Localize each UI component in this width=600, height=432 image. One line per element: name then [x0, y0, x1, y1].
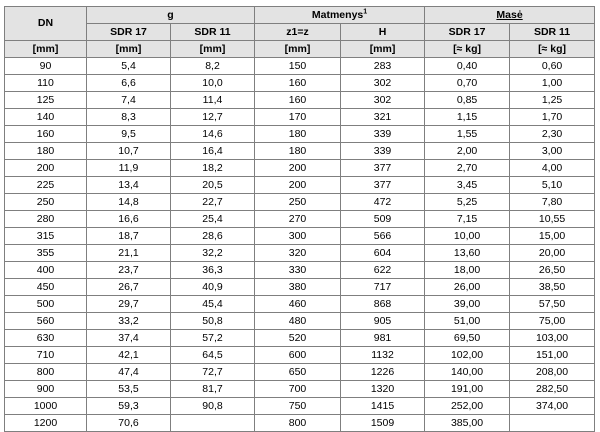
cell-z1: 380: [255, 279, 341, 296]
cell-dn: 225: [5, 177, 87, 194]
cell-g-sdr11: 14,6: [171, 126, 255, 143]
cell-dn: 560: [5, 313, 87, 330]
cell-g-sdr11: 16,4: [171, 143, 255, 160]
table-row: [5, 228, 595, 245]
cell-g-sdr17: 9,5: [87, 126, 171, 143]
cell-mase-sdr11: 7,80: [510, 194, 595, 211]
cell-dn: 710: [5, 347, 87, 364]
cell-g-sdr11: [171, 415, 255, 432]
table-row: [5, 194, 595, 211]
cell-z1: 480: [255, 313, 341, 330]
table-row: [5, 75, 595, 92]
cell-mase-sdr11: 0,60: [510, 58, 595, 75]
cell-h: 1132: [341, 347, 425, 364]
cell-g-sdr11: 45,4: [171, 296, 255, 313]
cell-z1: 160: [255, 92, 341, 109]
cell-h: 905: [341, 313, 425, 330]
cell-h: 509: [341, 211, 425, 228]
cell-g-sdr17: 59,3: [87, 398, 171, 415]
cell-dn: 355: [5, 245, 87, 262]
cell-z1: 160: [255, 75, 341, 92]
cell-dn: 140: [5, 109, 87, 126]
cell-dn: 800: [5, 364, 87, 381]
cell-mase-sdr17: 3,45: [425, 177, 510, 194]
cell-dn: 110: [5, 75, 87, 92]
col-header-h: H: [341, 24, 425, 41]
cell-h: 1415: [341, 398, 425, 415]
cell-g-sdr11: 81,7: [171, 381, 255, 398]
col-header-g-sdr11: SDR 11: [171, 24, 255, 41]
table-row: [5, 347, 595, 364]
cell-g-sdr11: 20,5: [171, 177, 255, 194]
cell-g-sdr11: 28,6: [171, 228, 255, 245]
cell-h: 1226: [341, 364, 425, 381]
cell-z1: 300: [255, 228, 341, 245]
cell-z1: 200: [255, 177, 341, 194]
cell-g-sdr17: 8,3: [87, 109, 171, 126]
group-header-mase: [425, 7, 595, 24]
cell-h: 339: [341, 143, 425, 160]
unit-g-sdr11: [mm]: [171, 41, 255, 58]
cell-mase-sdr17: 69,50: [425, 330, 510, 347]
unit-mase-sdr11: [≈ kg]: [510, 41, 595, 58]
cell-g-sdr17: 26,7: [87, 279, 171, 296]
cell-mase-sdr11: 208,00: [510, 364, 595, 381]
cell-mase-sdr17: 0,85: [425, 92, 510, 109]
cell-z1: 200: [255, 160, 341, 177]
cell-h: 377: [341, 160, 425, 177]
cell-mase-sdr17: 13,60: [425, 245, 510, 262]
table-row: [5, 381, 595, 398]
cell-g-sdr11: 72,7: [171, 364, 255, 381]
table-row: [5, 398, 595, 415]
cell-g-sdr17: 37,4: [87, 330, 171, 347]
group-header-matmenys: [255, 7, 425, 24]
cell-mase-sdr17: 51,00: [425, 313, 510, 330]
col-header-mase-sdr11: SDR 11: [510, 24, 595, 41]
cell-mase-sdr17: 18,00: [425, 262, 510, 279]
cell-mase-sdr11: 10,55: [510, 211, 595, 228]
cell-z1: 520: [255, 330, 341, 347]
cell-g-sdr17: 13,4: [87, 177, 171, 194]
cell-mase-sdr11: 151,00: [510, 347, 595, 364]
matmenys-footnote-mark: 1: [363, 8, 368, 15]
cell-z1: 650: [255, 364, 341, 381]
spec-table-container: [4, 6, 595, 432]
table-row: [5, 58, 595, 75]
header-row-subcolumns: [5, 24, 595, 41]
group-header-g: g: [87, 7, 255, 24]
cell-z1: 250: [255, 194, 341, 211]
cell-z1: 700: [255, 381, 341, 398]
table-row: [5, 279, 595, 296]
cell-dn: 900: [5, 381, 87, 398]
cell-g-sdr11: 36,3: [171, 262, 255, 279]
cell-mase-sdr11: 75,00: [510, 313, 595, 330]
cell-g-sdr17: 11,9: [87, 160, 171, 177]
cell-g-sdr11: 10,0: [171, 75, 255, 92]
cell-mase-sdr11: 26,50: [510, 262, 595, 279]
table-row: [5, 126, 595, 143]
cell-g-sdr17: 10,7: [87, 143, 171, 160]
cell-h: 321: [341, 109, 425, 126]
cell-mase-sdr17: 5,25: [425, 194, 510, 211]
cell-dn: 280: [5, 211, 87, 228]
cell-g-sdr17: 70,6: [87, 415, 171, 432]
cell-z1: 460: [255, 296, 341, 313]
table-row: [5, 364, 595, 381]
cell-mase-sdr11: 15,00: [510, 228, 595, 245]
cell-h: 1320: [341, 381, 425, 398]
cell-g-sdr11: 57,2: [171, 330, 255, 347]
cell-dn: 450: [5, 279, 87, 296]
cell-dn: 500: [5, 296, 87, 313]
cell-g-sdr17: 33,2: [87, 313, 171, 330]
cell-h: 1509: [341, 415, 425, 432]
cell-g-sdr11: 50,8: [171, 313, 255, 330]
cell-h: 717: [341, 279, 425, 296]
cell-mase-sdr11: 374,00: [510, 398, 595, 415]
cell-g-sdr11: 18,2: [171, 160, 255, 177]
cell-mase-sdr17: 191,00: [425, 381, 510, 398]
cell-mase-sdr17: 0,40: [425, 58, 510, 75]
cell-z1: 170: [255, 109, 341, 126]
cell-dn: 630: [5, 330, 87, 347]
table-row: [5, 160, 595, 177]
unit-dn: [mm]: [5, 41, 87, 58]
cell-mase-sdr11: 38,50: [510, 279, 595, 296]
cell-mase-sdr17: 0,70: [425, 75, 510, 92]
unit-g-sdr17: [mm]: [87, 41, 171, 58]
cell-g-sdr17: 6,6: [87, 75, 171, 92]
cell-g-sdr17: 7,4: [87, 92, 171, 109]
cell-z1: 180: [255, 143, 341, 160]
cell-mase-sdr17: 10,00: [425, 228, 510, 245]
cell-mase-sdr17: 26,00: [425, 279, 510, 296]
cell-h: 377: [341, 177, 425, 194]
header-row-groups: [5, 7, 595, 24]
cell-z1: 150: [255, 58, 341, 75]
cell-z1: 330: [255, 262, 341, 279]
cell-g-sdr17: 21,1: [87, 245, 171, 262]
cell-g-sdr17: 14,8: [87, 194, 171, 211]
cell-g-sdr11: 11,4: [171, 92, 255, 109]
cell-mase-sdr11: 2,30: [510, 126, 595, 143]
cell-g-sdr11: 90,8: [171, 398, 255, 415]
cell-z1: 800: [255, 415, 341, 432]
cell-g-sdr17: 47,4: [87, 364, 171, 381]
unit-z1: [mm]: [255, 41, 341, 58]
col-header-dn: DN: [5, 7, 87, 41]
cell-g-sdr17: 16,6: [87, 211, 171, 228]
cell-mase-sdr11: 103,00: [510, 330, 595, 347]
cell-g-sdr17: 5,4: [87, 58, 171, 75]
cell-g-sdr11: 25,4: [171, 211, 255, 228]
cell-mase-sdr17: 2,70: [425, 160, 510, 177]
table-row: [5, 92, 595, 109]
table-row: [5, 296, 595, 313]
cell-h: 339: [341, 126, 425, 143]
cell-h: 981: [341, 330, 425, 347]
cell-z1: 600: [255, 347, 341, 364]
cell-mase-sdr11: 4,00: [510, 160, 595, 177]
cell-g-sdr17: 42,1: [87, 347, 171, 364]
cell-g-sdr11: 8,2: [171, 58, 255, 75]
cell-mase-sdr17: 2,00: [425, 143, 510, 160]
cell-z1: 320: [255, 245, 341, 262]
cell-mase-sdr17: 39,00: [425, 296, 510, 313]
cell-dn: 160: [5, 126, 87, 143]
pipe-spec-table: [4, 6, 595, 432]
table-row: [5, 415, 595, 432]
cell-h: 472: [341, 194, 425, 211]
cell-dn: 1200: [5, 415, 87, 432]
table-row: [5, 262, 595, 279]
cell-mase-sdr11: 1,25: [510, 92, 595, 109]
cell-h: 566: [341, 228, 425, 245]
cell-g-sdr17: 53,5: [87, 381, 171, 398]
cell-mase-sdr11: 3,00: [510, 143, 595, 160]
cell-g-sdr17: 29,7: [87, 296, 171, 313]
col-header-z1: z1=z: [255, 24, 341, 41]
header-row-units: [5, 41, 595, 58]
table-row: [5, 211, 595, 228]
col-header-mase-sdr17: SDR 17: [425, 24, 510, 41]
cell-mase-sdr11: 282,50: [510, 381, 595, 398]
cell-dn: 250: [5, 194, 87, 211]
cell-dn: 315: [5, 228, 87, 245]
cell-dn: 200: [5, 160, 87, 177]
cell-z1: 180: [255, 126, 341, 143]
unit-mase-sdr17: [≈ kg]: [425, 41, 510, 58]
cell-mase-sdr11: 1,00: [510, 75, 595, 92]
table-row: [5, 330, 595, 347]
cell-g-sdr11: 32,2: [171, 245, 255, 262]
cell-g-sdr17: 23,7: [87, 262, 171, 279]
cell-h: 622: [341, 262, 425, 279]
cell-h: 604: [341, 245, 425, 262]
cell-mase-sdr17: 385,00: [425, 415, 510, 432]
cell-g-sdr17: 18,7: [87, 228, 171, 245]
cell-mase-sdr17: 252,00: [425, 398, 510, 415]
cell-g-sdr11: 22,7: [171, 194, 255, 211]
cell-mase-sdr11: 1,70: [510, 109, 595, 126]
cell-mase-sdr11: 5,10: [510, 177, 595, 194]
cell-mase-sdr17: 102,00: [425, 347, 510, 364]
cell-dn: 125: [5, 92, 87, 109]
table-body: [5, 58, 595, 432]
cell-g-sdr11: 64,5: [171, 347, 255, 364]
cell-mase-sdr17: 7,15: [425, 211, 510, 228]
cell-z1: 270: [255, 211, 341, 228]
col-header-g-sdr17: SDR 17: [87, 24, 171, 41]
table-row: [5, 143, 595, 160]
table-row: [5, 313, 595, 330]
cell-g-sdr11: 12,7: [171, 109, 255, 126]
cell-dn: 90: [5, 58, 87, 75]
cell-h: 302: [341, 75, 425, 92]
cell-mase-sdr17: 140,00: [425, 364, 510, 381]
unit-h: [mm]: [341, 41, 425, 58]
table-row: [5, 177, 595, 194]
cell-mase-sdr17: 1,15: [425, 109, 510, 126]
cell-h: 283: [341, 58, 425, 75]
cell-h: 302: [341, 92, 425, 109]
cell-dn: 1000: [5, 398, 87, 415]
cell-mase-sdr11: [510, 415, 595, 432]
cell-dn: 400: [5, 262, 87, 279]
cell-mase-sdr17: 1,55: [425, 126, 510, 143]
cell-mase-sdr11: 57,50: [510, 296, 595, 313]
table-row: [5, 245, 595, 262]
cell-h: 868: [341, 296, 425, 313]
matmenys-label: Matmenys: [311, 8, 364, 21]
cell-mase-sdr11: 20,00: [510, 245, 595, 262]
cell-z1: 750: [255, 398, 341, 415]
table-row: [5, 109, 595, 126]
mase-label: Masė: [496, 8, 523, 21]
cell-dn: 180: [5, 143, 87, 160]
cell-g-sdr11: 40,9: [171, 279, 255, 296]
